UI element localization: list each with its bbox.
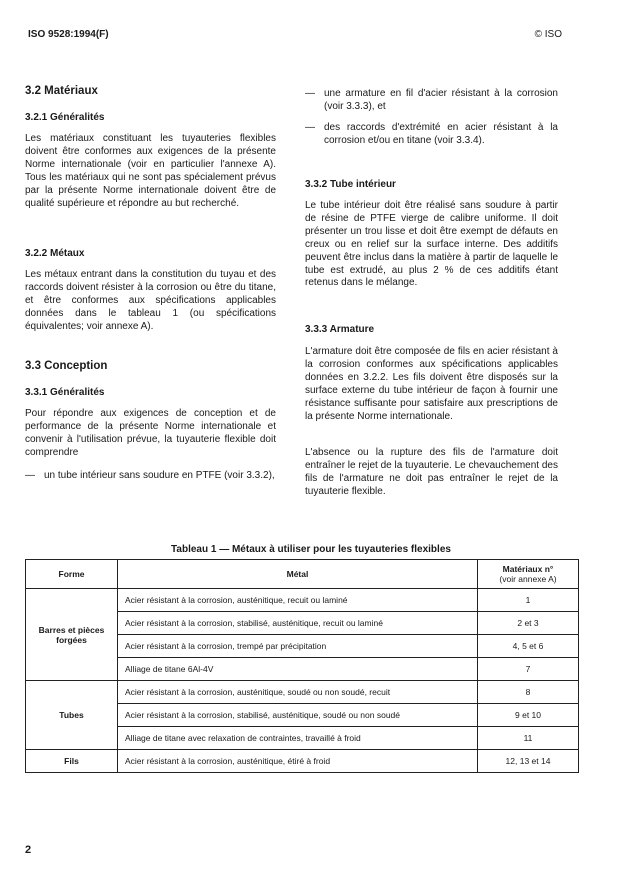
list-dash: — [305, 88, 315, 99]
header-copyright: © ISO [534, 29, 562, 40]
section-3-2-heading: 3.2 Matériaux [25, 85, 98, 97]
page-number: 2 [25, 844, 32, 856]
forme-cell: Fils [26, 750, 118, 773]
material-number-cell: 1 [478, 589, 579, 612]
list-item-text: une armature en fil d'acier résistant à la corrosion (voir 3.3.3), et [324, 88, 558, 112]
section-3-3-1-text: Pour répondre aux exigences de conception et de performance de la présente Norme internationale et convenir à l'utilisation prévue, la tuyauterie flexible doit comprendre [25, 408, 276, 458]
metal-cell: Acier résistant à la corrosion, austénitique, soudé ou non soudé, recuit [118, 681, 478, 704]
metals-table [25, 559, 579, 773]
material-number-cell: 7 [478, 658, 579, 681]
section-3-2-1-text: Les matériaux constituant les tuyauteries flexibles doivent être conformes aux exigences de la présente Norme internationale (voir en particulier l'annexe A). Tous les matériaux qui ne sont pas spécialement prévus par la présente Norme internationale doivent être de qualité supérieure et répondre au but recherché. [25, 133, 276, 209]
table-row [26, 589, 579, 612]
table-caption: Tableau 1 — Métaux à utiliser pour les tuyauteries flexibles [171, 544, 451, 555]
table-header-row [26, 560, 579, 589]
list-dash: — [305, 122, 315, 133]
list-dash: — [25, 470, 35, 481]
section-3-3-3-text-1: L'armature doit être composée de fils en acier résistant à la corrosion conformes aux spécifications applicables données en 3.2.2. Les fils doivent être disposés sur la surface externe du tube intérieur de façon à fournir une résistance suffisante pour satisfaire aux prescriptions de la présente Norme internationale. [305, 346, 558, 422]
column-header-materials [478, 560, 579, 589]
list-item [305, 88, 558, 118]
column-header-metal: Métal [118, 560, 478, 589]
section-3-2-2-text: Les métaux entrant dans la constitution du tuyau et des raccords doivent résister à la corrosion ou être du titane, et être conformes aux spécifications applicables données dans le tableau 1 (ou spécifications équivalentes; voir annexe A). [25, 269, 276, 332]
table-row [26, 681, 579, 704]
metal-cell: Acier résistant à la corrosion, trempé par précipitation [118, 635, 478, 658]
list-item [25, 470, 276, 500]
metal-cell: Acier résistant à la corrosion, stabilisé, austénitique, soudé ou non soudé [118, 704, 478, 727]
material-number-cell: 12, 13 et 14 [478, 750, 579, 773]
section-3-3-2-text: Le tube intérieur doit être réalisé sans soudure à partir de résine de PTFE vierge de calibre uniforme. Il doit présenter un trou lisse et doit être exempt de défauts en creux ou en relief sur la surface interne. Des additifs peuvent être inclus dans la matière à partir de laquelle le tube est extrudé, au plus 2 % de ces additifs étant retenus dans le mélange. [305, 200, 558, 289]
list-item-text: un tube intérieur sans soudure en PTFE (voir 3.3.2), [44, 470, 275, 481]
metal-cell: Acier résistant à la corrosion, austénitique, recuit ou laminé [118, 589, 478, 612]
table-row [26, 750, 579, 773]
material-number-cell: 9 et 10 [478, 704, 579, 727]
list-item [305, 122, 558, 152]
forme-cell: Barres et pièces forgées [26, 589, 118, 681]
section-3-3-2-heading: 3.3.2 Tube intérieur [305, 179, 396, 190]
material-number-cell: 4, 5 et 6 [478, 635, 579, 658]
forme-cell: Tubes [26, 681, 118, 750]
list-item-text: des raccords d'extrémité en acier résistant à la corrosion et/ou en titane (voir 3.3.4). [324, 122, 558, 146]
section-3-3-heading: 3.3 Conception [25, 360, 108, 372]
section-3-2-1-heading: 3.2.1 Généralités [25, 112, 105, 123]
column-header-forme: Forme [26, 560, 118, 589]
section-3-3-1-heading: 3.3.1 Généralités [25, 387, 105, 398]
material-number-cell: 11 [478, 727, 579, 750]
column-header-materials-line2: (voir annexe A) [499, 574, 557, 584]
material-number-cell: 8 [478, 681, 579, 704]
metal-cell: Alliage de titane avec relaxation de contraintes, travaillé à froid [118, 727, 478, 750]
section-3-3-3-text-2: L'absence ou la rupture des fils de l'armature doit entraîner le rejet de la tuyauterie. Le chevauchement des fils de l'armature ne doit pas entraîner le rejet de la tuyauterie flexible. [305, 447, 558, 497]
metal-cell: Acier résistant à la corrosion, austénitique, étiré à froid [118, 750, 478, 773]
header-standard-id: ISO 9528:1994(F) [28, 29, 109, 40]
column-header-materials-line1: Matériaux n° [502, 564, 554, 574]
section-3-2-2-heading: 3.2.2 Métaux [25, 248, 85, 259]
material-number-cell: 2 et 3 [478, 612, 579, 635]
metal-cell: Alliage de titane 6Al-4V [118, 658, 478, 681]
section-3-3-3-heading: 3.3.3 Armature [305, 324, 375, 335]
metal-cell: Acier résistant à la corrosion, stabilisé, austénitique, recuit ou laminé [118, 612, 478, 635]
